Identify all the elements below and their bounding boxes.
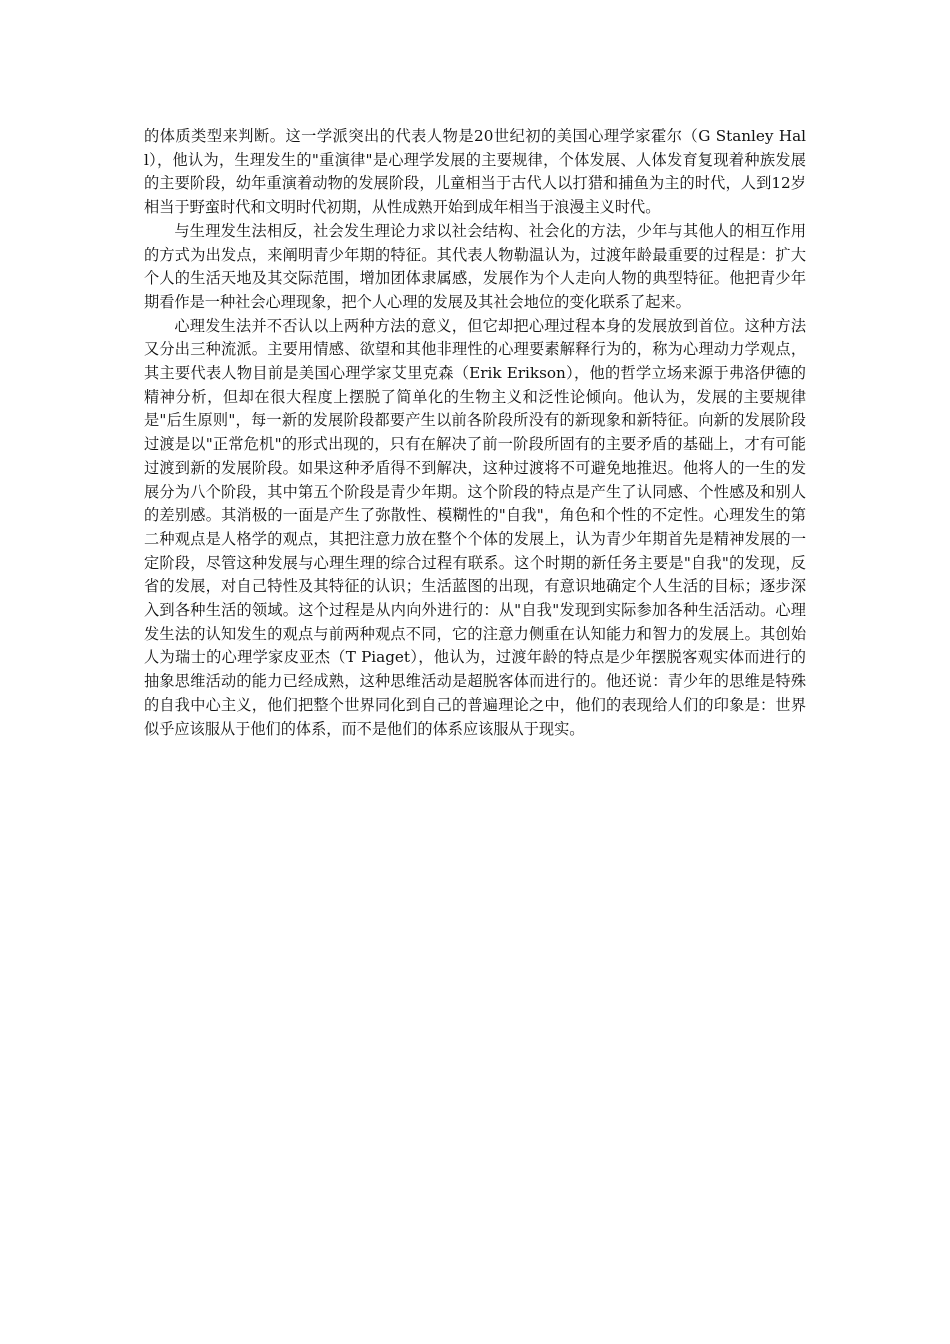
document-body bbox=[144, 125, 806, 741]
paragraph-psychological-genesis: 心理发生法并不否认以上两种方法的意义，但它却把心理过程本身的发展放到首位。这种方法又分出三种流派。主要用情感、欲望和其他非理性的心理要素解释行为的，称为心理动力学观点，其主要代表人物目前是美国心理学家艾里克森（Erik Erikson），他的哲学立场来源于弗洛伊德的精神分析，但却在很大程度上摆脱了简单化的生物主义和泛性论倾向。他认为，发展的主要规律是"后生原则"，每一新的发展阶段都要产生以前各阶段所没有的新现象和新特征。向新的发展阶段过渡是以"正常危机"的形式出现的，只有在解决了前一阶段所固有的主要矛盾的基础上，才有可能过渡到新的发展阶段。如果这种矛盾得不到解决，这种过渡将不可避免地推迟。他将人的一生的发展分为八个阶段，其中第五个阶段是青少年期。这个阶段的特点是产生了认同感、个性感及和别人的差别感。其消极的一面是产生了弥散性、模糊性的"自我"，角色和个性的不定性。心理发生的第二种观点是人格学的观点，其把注意力放在整个个体的发展上，认为青少年期首先是精神发展的一定阶段，尽管这种发展与心理生理的综合过程有联系。这个时期的新任务主要是"自我"的发现，反省的发展，对自己特性及其特征的认识；生活蓝图的出现，有意识地确定个人生活的目标；逐步深入到各种生活的领域。这个过程是从内向外进行的：从"自我"发现到实际参加各种生活活动。心理发生法的认知发生的观点与前两种观点不同，它的注意力侧重在认知能力和智力的发展上。其创始人为瑞士的心理学家皮亚杰（T Piaget），他认为，过渡年龄的特点是少年摆脱客观实体而进行的抽象思维活动的能力已经成熟，这种思维活动是超脱客体而进行的。他还说：青少年的思维是特殊的自我中心主义，他们把整个世界同化到自己的普遍理论之中，他们的表现给人们的印象是：世界似乎应该服从于他们的体系，而不是他们的体系应该服从于现实。 bbox=[144, 316, 806, 738]
paragraph-continued: 的体质类型来判断。这一学派突出的代表人物是20世纪初的美国心理学家霍尔（G Stanley Hall），他认为，生理发生的"重演律"是心理学发展的主要规律，个体发展、人体发育复现着种族发展的主要阶段，幼年重演着动物的发展阶段，儿童相当于古代人以打猎和捕鱼为主的时代，人到12岁相当于野蛮时代和文明时代初期，从性成熟开始到成年相当于浪漫主义时代。 bbox=[144, 127, 806, 217]
paragraph-social-genesis: 与生理发生法相反，社会发生理论力求以社会结构、社会化的方法，少年与其他人的相互作用的方式为出发点，来阐明青少年期的特征。其代表人物勒温认为，过渡年龄最重要的过程是：扩大个人的生活天地及其交际范围，增加团体隶属感，发展作为个人走向人物的典型特征。他把青少年期看作是一种社会心理现象，把个人心理的发展及其社会地位的变化联系了起来。 bbox=[144, 221, 806, 311]
